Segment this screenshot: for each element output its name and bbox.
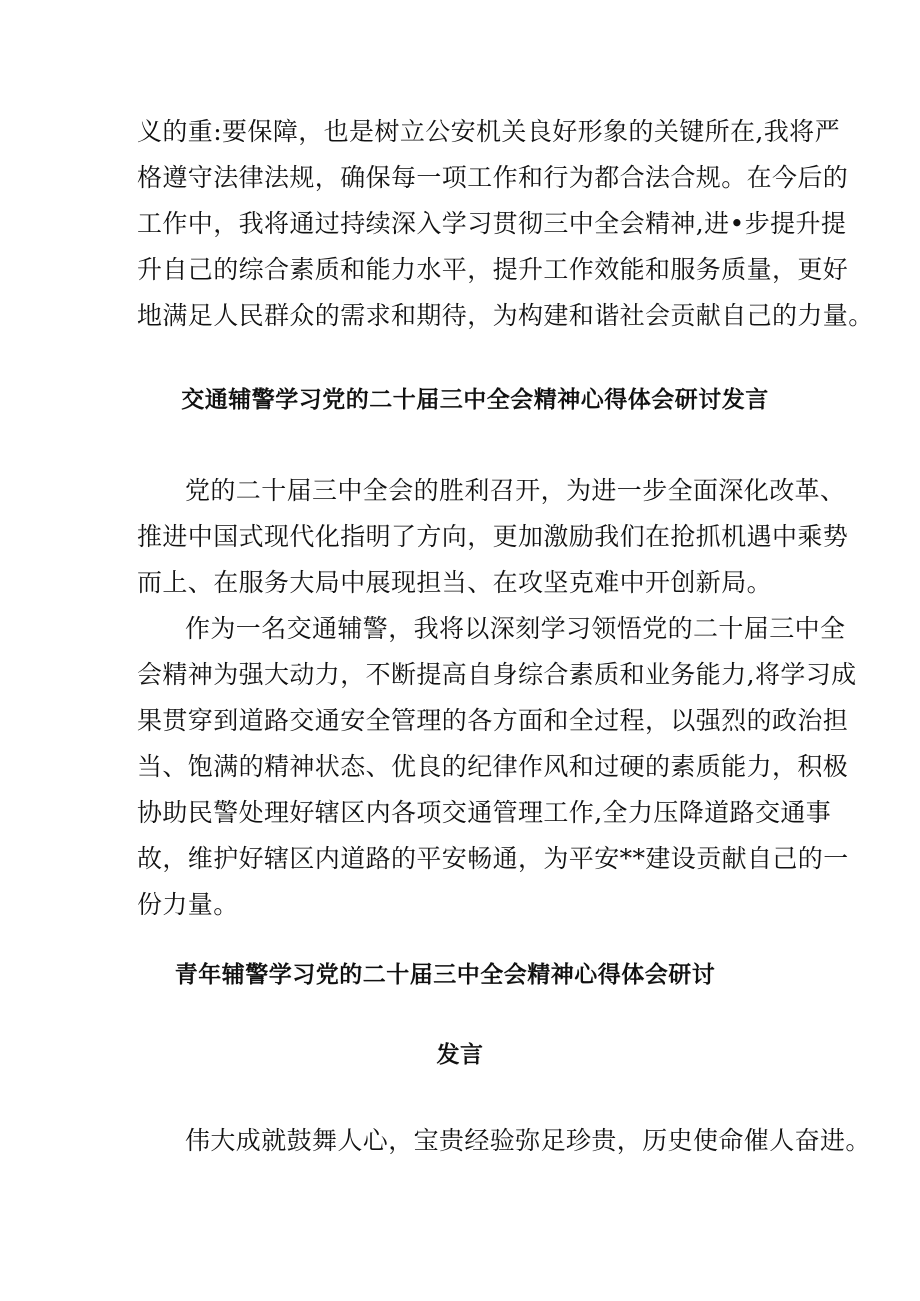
text-line: 推进中国式现代化指明了方向，更加激励我们在抢抓机遇中乘势: [137, 522, 849, 551]
text-line: 协助民警处理好辖区内各项交通管理工作,全力压降道路交通事: [137, 798, 832, 827]
text-line: 作为一名交通辅警，我将以深刻学习领悟党的二十届三中全: [185, 614, 846, 643]
text-line: 升自己的综合素质和能力水平，提升工作效能和服务质量，更好: [137, 255, 849, 284]
text-line: 果贯穿到道路交通安全管理的各方面和全过程，以强烈的政治担: [137, 706, 849, 735]
text-line: 伟大成就鼓舞人心，宝贵经验弥足珍贵，历史使命催人奋进。: [185, 1126, 871, 1155]
text-line: 地满足人民群众的需求和期待，为构建和谐社会贡献自己的力量。: [137, 301, 874, 330]
text-line: 会精神为强大动力，不断提高自身综合素质和业务能力,将学习成: [137, 660, 857, 689]
text-line: 义的重:要保障，也是树立公安机关良好形象的关键所在,我将严: [137, 117, 840, 146]
text-line: 当、饱满的精神状态、优良的纪律作风和过硬的素质能力，积极: [137, 752, 849, 781]
text-line: 份力量。: [137, 890, 239, 919]
text-line: 而上、在服务大局中展现担当、在攻坚克难中开创新局。: [137, 568, 773, 597]
text-line: 故，维护好辖区内道路的平安畅通，为平安**建设贡献自己的一: [137, 844, 849, 873]
section-heading-youth-auxiliary-continued: 发言: [436, 1042, 484, 1068]
text-line: 党的二十届三中全会的胜利召开，为进一步全面深化改革、: [185, 476, 846, 505]
text-line: 格遵守法律法规，确保每一项工作和行为都合法合规。在今后的: [137, 163, 849, 192]
section-heading-traffic-auxiliary: 交通辅警学习党的二十届三中全会精神心得体会研讨发言: [181, 387, 769, 413]
text-line: 工作中，我将通过持续深入学习贯彻三中全会精神,进•步提升提: [137, 209, 847, 238]
section-heading-youth-auxiliary: 青年辅警学习党的二十届三中全会精神心得体会研讨: [174, 962, 716, 988]
